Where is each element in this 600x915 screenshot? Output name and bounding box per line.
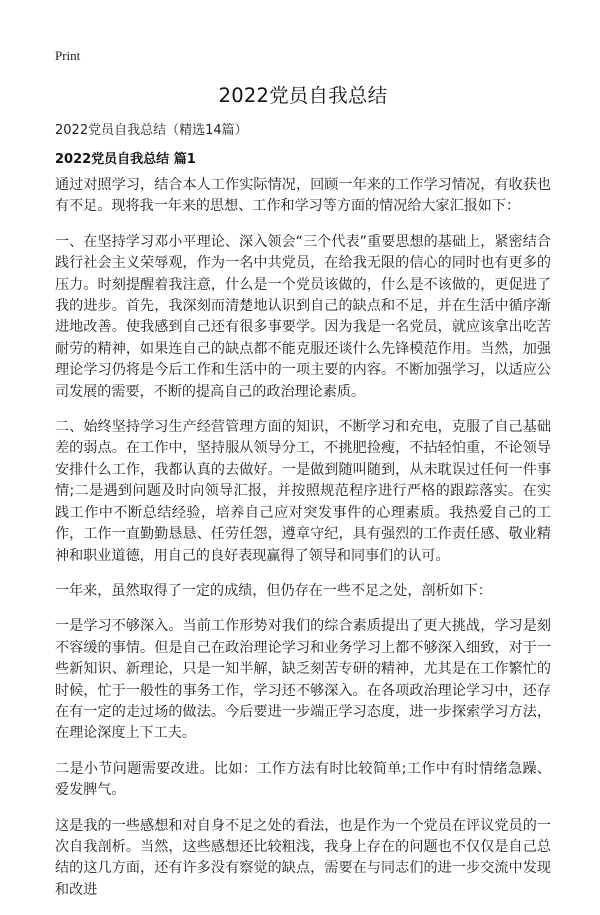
document-title: 2022党员自我总结 xyxy=(218,84,388,107)
paragraph-point-one: 一、在坚持学习邓小平理论、深入领会“三个代表”重要思想的基础上，紧密结合践行社会主义荣辱观，作为一名中共党员，在给我无限的信心的同时也有更多的压力。时刻提醒着我注意，什么是一个党员该做的，什么是不该做的，更促进了我的进步。首先，我深刻而清楚地认识到自己的缺点和不足，并在生活中循序渐进地改善。使我感到自己还有很多事要学。因为我是一名党员，就应该拿出吃苦耐劳的精神，如果连自己的缺点都不能克服还谈什么先锋模范作用。当然，加强理论学习仍将是今后工作和生活中的一项主要的内容。不断加强学习，以适应公司发展的需要，不断的提高自己的政治理论素质。 xyxy=(55,233,551,400)
document-body xyxy=(55,175,551,915)
section-heading: 2022党员自我总结 篇1 xyxy=(55,152,196,167)
document-subtitle: 2022党员自我总结（精选14篇） xyxy=(55,123,248,138)
paragraph-shortcomings-intro: 一年来，虽然取得了一定的成绩，但仍存在一些不足之处，剖析如下： xyxy=(55,582,492,599)
paragraph-shortcoming-one: 一是学习不够深入。当前工作形势对我们的综合素质提出了更大挑战，学习是刻不容缓的事情。但是自己在政治理论学习和业务学习上都不够深入细致，对于一些新知识、新理论，只是一知半解，缺乏刻苦专研的精神，尤其是在工作繁忙的时候，忙于一般性的事务工作，学习还不够深入。在各项政治理论学习中，还存在有一定的走过场的做法。今后要进一步端正学习态度，进一步探索学习方法，在理论深度上下工夫。 xyxy=(55,618,551,742)
paragraph-point-two: 二、始终坚持学习生产经营管理方面的知识，不断学习和充电，克服了自己基础差的弱点。在工作中，坚持服从领导分工，不挑肥捡瘦，不拈轻怕重，不论领导安排什么工作，我都认真的去做好。一是做到随叫随到，从未耽误过任何一件事情;二是遇到问题及时向领导汇报，并按照规范程序进行严格的跟踪落实。在实践工作中不断总结经验，培养自己应对突发事件的心理素质。我热爱自己的工作，工作一直勤勤恳恳、任劳任怨，遵章守纪，具有强烈的工作责任感、敬业精神和职业道德，用自己的良好表现赢得了领导和同事们的认可。 xyxy=(55,419,551,564)
paragraph-shortcoming-two: 二是小节问题需要改进。比如：工作方法有时比较简单;工作中有时情绪急躁、爱发脾气。 xyxy=(55,760,551,799)
paragraph-intro: 通过对照学习，结合本人工作实际情况，回顾一年来的工作学习情况，有收获也有不足。现将我一年来的思想、工作和学习等方面的情况给大家汇报如下： xyxy=(55,177,551,215)
print-label: Print xyxy=(55,48,81,63)
paragraph-conclusion: 这是我的一些感想和对自身不足之处的看法，也是作为一个党员在评议党员的一次自我剖析。当然，这些感想还比较粗浅，我身上存在的问题也不仅仅是自己总结的这几方面，还有许多没有察觉的缺点，需要在与同志们的进一步交流中发现和改进 xyxy=(55,817,551,898)
